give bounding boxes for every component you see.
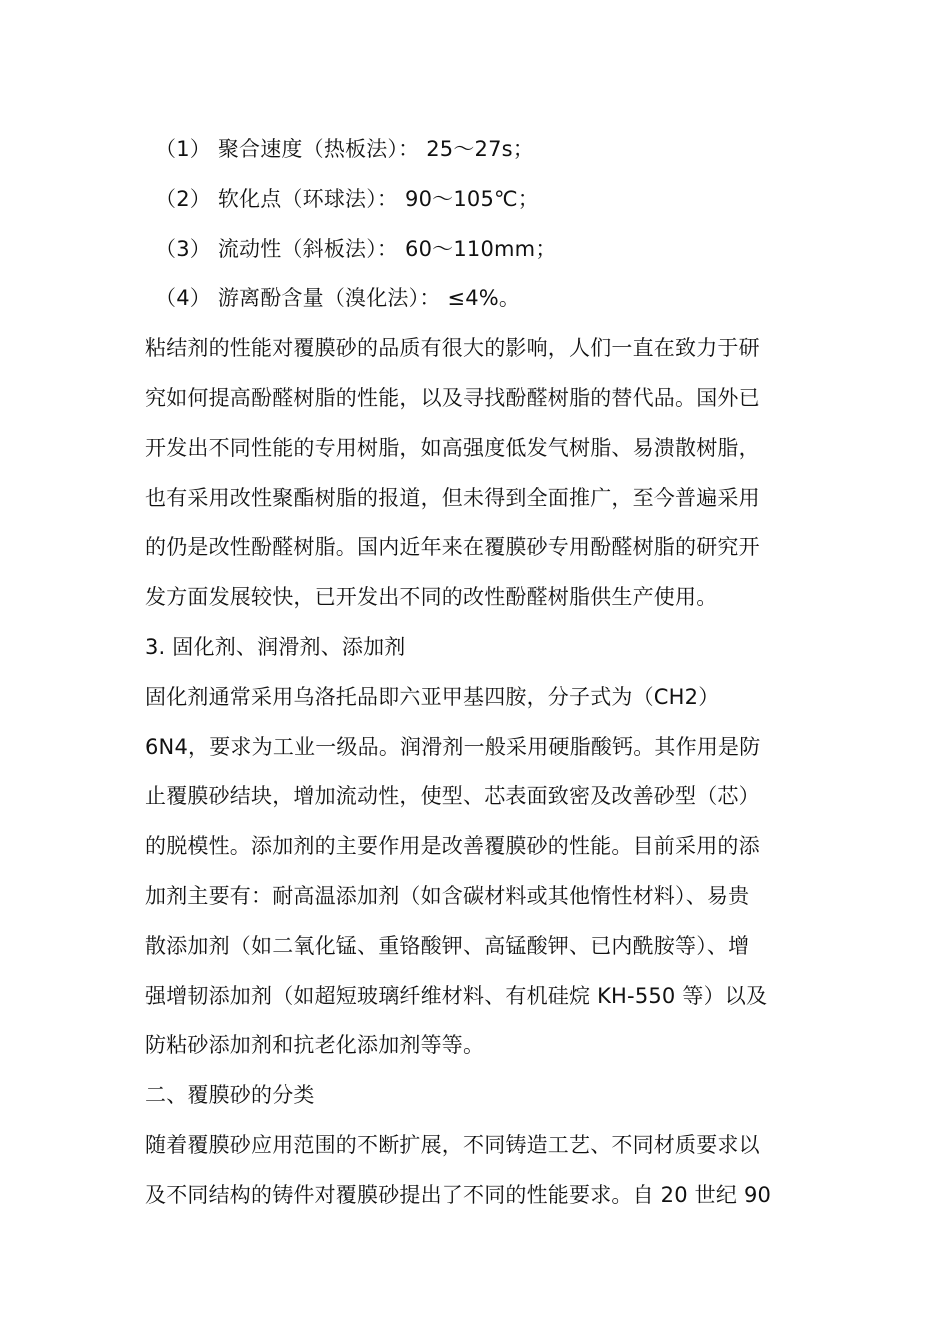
paragraph-line: 也有采用改性聚酯树脂的报道，但未得到全面推广，至今普遍采用 xyxy=(145,485,760,510)
list-item: （3） 流动性（斜板法）： 60～110mm； xyxy=(155,236,557,261)
paragraph-line: 的仍是改性酚醛树脂。国内近年来在覆膜砂专用酚醛树脂的研究开 xyxy=(145,535,760,560)
paragraph-line: 散添加剂（如二氧化锰、重铬酸钾、高锰酸钾、已内酰胺等）、增 xyxy=(145,933,750,958)
paragraph-classification xyxy=(145,1121,807,1221)
property-list xyxy=(145,125,807,324)
paragraph-line: 加剂主要有：耐高温添加剂（如含碳材料或其他惰性材料）、易贵 xyxy=(145,883,750,908)
paragraph-curing-agent xyxy=(145,673,807,1071)
paragraph-line: 发方面发展较快，已开发出不同的改性酚醛树脂供生产使用。 xyxy=(145,585,718,610)
paragraph-binder-performance xyxy=(145,324,807,623)
paragraph-line: 究如何提高酚醛树脂的性能，以及寻找酚醛树脂的替代品。国外已 xyxy=(145,385,760,410)
list-item: （4） 游离酚含量（溴化法）： ≤4%。 xyxy=(155,286,521,311)
section-heading-classification: 二、覆膜砂的分类 xyxy=(145,1083,315,1108)
paragraph-line: 防粘砂添加剂和抗老化添加剂等等。 xyxy=(145,1033,485,1058)
paragraph-line: 固化剂通常采用乌洛托品即六亚甲基四胺，分子式为（CH2） xyxy=(145,684,720,709)
paragraph-line: 及不同结构的铸件对覆膜砂提出了不同的性能要求。自 20 世纪 90 xyxy=(145,1182,772,1207)
paragraph-line: 的脱模性。添加剂的主要作用是改善覆膜砂的性能。目前采用的添 xyxy=(145,834,760,859)
paragraph-line: 开发出不同性能的专用树脂，如高强度低发气树脂、易溃散树脂， xyxy=(145,435,760,460)
paragraph-line: 随着覆膜砂应用范围的不断扩展，不同铸造工艺、不同材质要求以 xyxy=(145,1132,760,1157)
paragraph-line: 止覆膜砂结块，增加流动性，使型、芯表面致密及改善砂型（芯） xyxy=(145,784,760,809)
list-item: （1） 聚合速度（热板法）： 25～27s； xyxy=(155,137,534,161)
list-item: （2） 软化点（环球法）： 90～105℃； xyxy=(155,186,539,211)
paragraph-line: 粘结剂的性能对覆膜砂的品质有很大的影响，人们一直在致力于研 xyxy=(145,336,760,361)
section-heading-curing-agent: 3. 固化剂、润滑剂、添加剂 xyxy=(145,634,406,659)
paragraph-line: 强增韧添加剂（如超短玻璃纤维材料、有机硅烷 KH-550 等）以及 xyxy=(145,983,768,1008)
document-page xyxy=(145,125,807,1221)
paragraph-line: 6N4，要求为工业一级品。润滑剂一般采用硬脂酸钙。其作用是防 xyxy=(145,734,761,759)
